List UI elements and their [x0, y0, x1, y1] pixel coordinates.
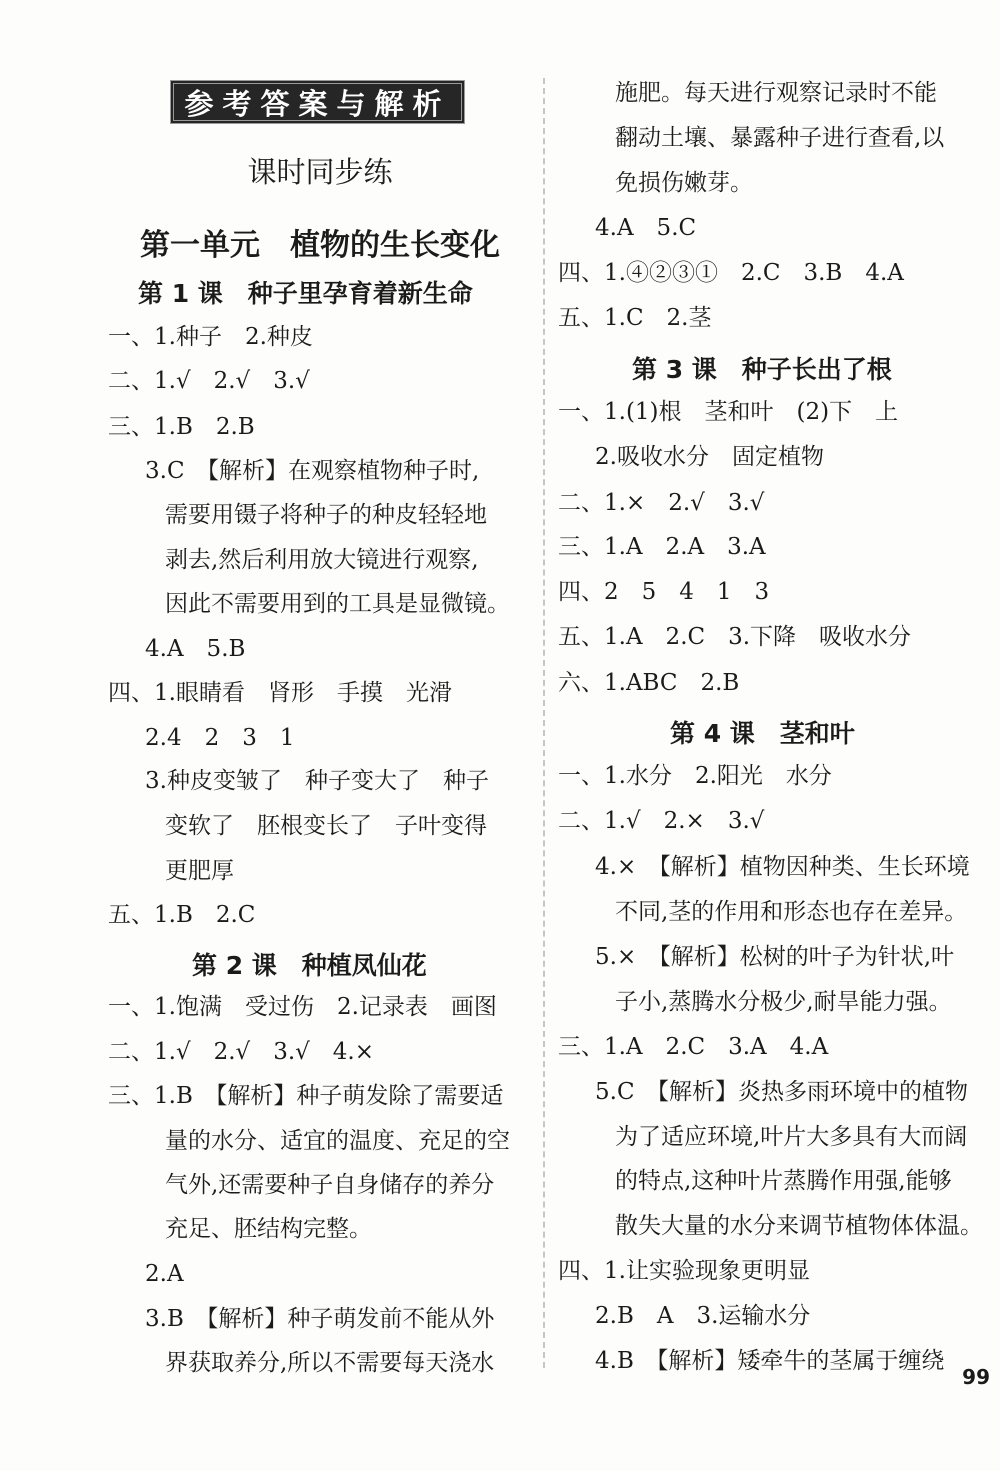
answer-line: 因此不需要用到的工具是显微镜。: [165, 591, 510, 617]
answer-line: 充足、胚结构完整。: [165, 1216, 372, 1242]
answer-line: 气外,还需要种子自身储存的养分: [165, 1172, 495, 1198]
answer-line: 四、2 5 4 1 3: [558, 579, 770, 605]
answer-line: 界获取养分,所以不需要每天浇水: [165, 1350, 495, 1376]
answer-line: 翻动土壤、暴露种子进行查看,以: [615, 125, 945, 151]
answer-line: 4.A 5.C: [595, 215, 697, 241]
answer-line: 4.× 【解析】植物因种类、生长环境: [595, 854, 970, 880]
answer-line: 变软了 胚根变长了 子叶变得: [165, 813, 487, 839]
answer-line: 一、1.种子 2.种皮: [108, 324, 313, 350]
answer-line: 三、1.A 2.A 3.A: [558, 534, 766, 560]
answer-line: 二、1.√ 2.× 3.√: [558, 808, 765, 834]
answer-line: 3.种皮变皱了 种子变大了 种子: [145, 768, 489, 794]
answer-line: 三、1.B 2.B: [108, 414, 255, 440]
answer-line: 的特点,这种叶片蒸腾作用强,能够: [615, 1168, 952, 1194]
answer-line: 一、1.水分 2.阳光 水分: [558, 763, 832, 789]
page-number: 99: [962, 1365, 990, 1389]
answer-line: 4.B 【解析】矮牵牛的茎属于缠绕: [595, 1348, 945, 1374]
answer-line: 五、1.C 2.茎: [558, 305, 712, 331]
lesson-3-title: 第 3 课 种子长出了根: [632, 355, 892, 384]
answer-line: 施肥。每天进行观察记录时不能: [615, 80, 937, 106]
answer-line: 更肥厚: [165, 858, 234, 884]
answer-line: 一、1.饱满 受过伤 2.记录表 画图: [108, 994, 497, 1020]
answers-header-banner: 参考答案与解析: [170, 80, 465, 124]
answer-line: 免损伤嫩芽。: [615, 170, 753, 196]
lesson-1-title: 第 1 课 种子里孕育着新生命: [138, 279, 473, 308]
answer-line: 3.B 【解析】种子萌发前不能从外: [145, 1306, 495, 1332]
answer-line: 二、1.× 2.√ 3.√: [558, 490, 765, 516]
answer-line: 四、1.眼睛看 肾形 手摸 光滑: [108, 680, 452, 706]
answer-line: 2.B A 3.运输水分: [595, 1303, 811, 1329]
answer-line: 二、1.√ 2.√ 3.√: [108, 368, 310, 394]
answer-line: 2.吸收水分 固定植物: [595, 444, 824, 470]
answer-line: 为了适应环境,叶片大多具有大而阔: [615, 1124, 968, 1150]
answer-line: 剥去,然后利用放大镜进行观察,: [165, 547, 479, 573]
answer-line: 三、1.B 【解析】种子萌发除了需要适: [108, 1083, 504, 1109]
section-subtitle: 课时同步练: [247, 155, 393, 189]
answer-line: 六、1.ABC 2.B: [558, 670, 740, 696]
lesson-2-title: 第 2 课 种植凤仙花: [192, 951, 427, 980]
answer-line: 四、1.让实验现象更明显: [558, 1258, 810, 1284]
answer-line: 量的水分、适宜的温度、充足的空: [165, 1128, 510, 1154]
lesson-4-title: 第 4 课 茎和叶: [670, 719, 855, 748]
answer-line: 5.C 【解析】炎热多雨环境中的植物: [595, 1079, 969, 1105]
answer-line: 五、1.A 2.C 3.下降 吸收水分: [558, 624, 912, 650]
answer-line: 五、1.B 2.C: [108, 902, 256, 928]
answer-line: 3.C 【解析】在观察植物种子时,: [145, 458, 480, 484]
answer-line: 不同,茎的作用和形态也存在差异。: [615, 899, 968, 925]
answer-line: 4.A 5.B: [145, 636, 246, 662]
answer-line: 需要用镊子将种子的种皮轻轻地: [165, 502, 487, 528]
answer-line: 一、1.(1)根 茎和叶 (2)下 上: [558, 399, 899, 425]
answer-line: 子小,蒸腾水分极少,耐旱能力强。: [615, 989, 952, 1015]
answer-line: 2.4 2 3 1: [145, 725, 295, 751]
answer-line: 四、1.④②③① 2.C 3.B 4.A: [558, 260, 904, 286]
unit-title: 第一单元 植物的生长变化: [140, 228, 500, 263]
column-divider: [543, 78, 545, 1368]
answer-line: 二、1.√ 2.√ 3.√ 4.×: [108, 1039, 375, 1065]
answer-line: 三、1.A 2.C 3.A 4.A: [558, 1034, 829, 1060]
answer-line: 2.A: [145, 1261, 184, 1287]
answer-line: 散失大量的水分来调节植物体体温。: [615, 1213, 983, 1239]
answer-line: 5.× 【解析】松树的叶子为针状,叶: [595, 944, 955, 970]
